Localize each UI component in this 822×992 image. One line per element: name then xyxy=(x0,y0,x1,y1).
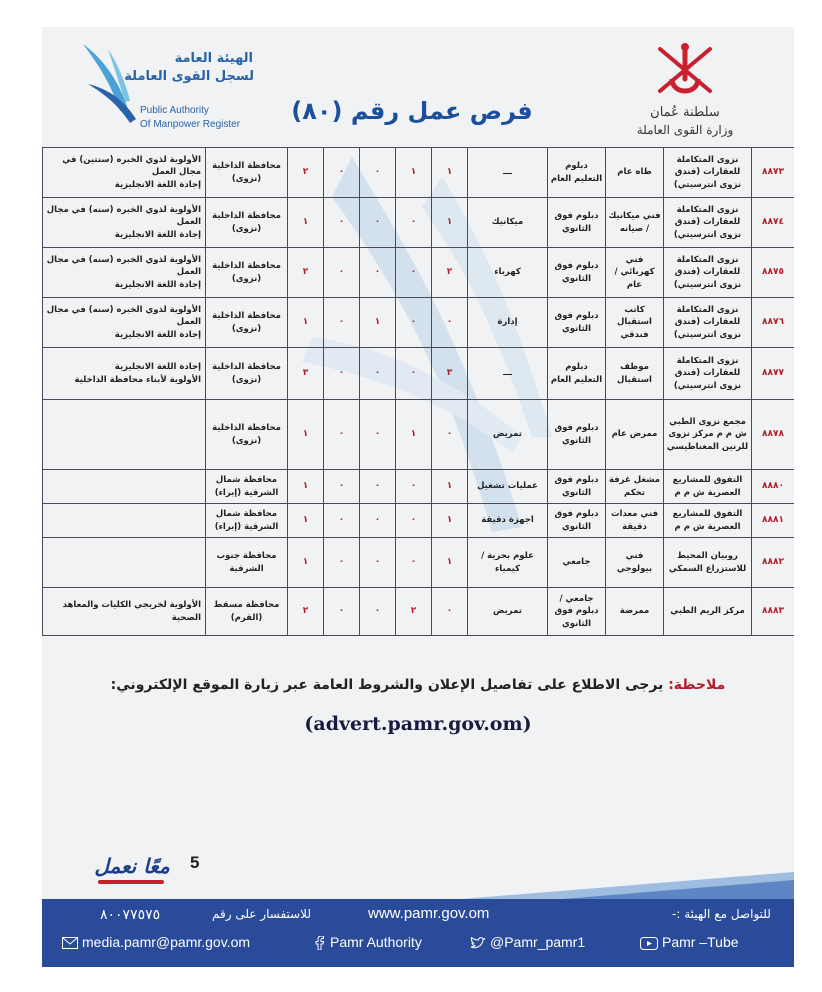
cell-job-title: ممرضة xyxy=(606,588,664,636)
cell-job-title: فني معدات دقيقة xyxy=(606,504,664,538)
cell-notes xyxy=(43,504,206,538)
cell-count-2: ٢ xyxy=(396,588,432,636)
cell-count-1: ٠ xyxy=(432,298,468,348)
cell-count-4: ٠ xyxy=(324,470,360,504)
cell-count-1: ٢ xyxy=(432,248,468,298)
cell-total: ٢ xyxy=(288,588,324,636)
authority-name-ar-line1: الهيئة العامة xyxy=(174,51,253,66)
cell-count-1: ١ xyxy=(432,470,468,504)
cell-notes: الأولوية لذوي الخبره (سنه) في مجال العمل إجادة اللغة الانجليزية xyxy=(43,198,206,248)
cell-specialization: كهرباء xyxy=(468,248,548,298)
table-row xyxy=(43,470,795,504)
authority-name-en-line2: Of Manpower Register xyxy=(140,119,241,130)
cell-count-3: ٠ xyxy=(360,248,396,298)
footer-website-link[interactable]: www.pamr.gov.om xyxy=(368,905,490,922)
cell-company: نزوى المتكاملة للعقارات (فندق نزوى انترسيتي) xyxy=(664,298,752,348)
page-number: 5 xyxy=(190,853,200,872)
cell-total: ١ xyxy=(288,504,324,538)
youtube-icon xyxy=(640,937,658,950)
cell-company: التفوق للمشاريع العصرية ش م م xyxy=(664,470,752,504)
cell-location: محافظة الداخلية (نزوى) xyxy=(206,248,288,298)
cell-total: ١ xyxy=(288,538,324,588)
cell-job-title: فني كهربائي / عام xyxy=(606,248,664,298)
footer-twitter[interactable] xyxy=(470,934,585,950)
cell-id: ٨٨٧٤ xyxy=(752,198,795,248)
pamr-logo xyxy=(78,39,268,139)
cell-qualification: دبلوم فوق الثانوي xyxy=(548,504,606,538)
cell-count-2: ١ xyxy=(396,400,432,470)
cell-id: ٨٨٧٦ xyxy=(752,298,795,348)
cell-company: نزوى المتكاملة للعقارات (فندق نزوى انترسيتي) xyxy=(664,248,752,298)
cell-id: ٨٨٨٣ xyxy=(752,588,795,636)
cell-count-4: ٠ xyxy=(324,348,360,400)
footer-inquiry-label: للاستفسار على رقم xyxy=(212,907,311,921)
cell-total: ١ xyxy=(288,198,324,248)
cell-notes: الأولوية لذوي الخبره (سنه) في مجال العمل إجادة اللغة الانجليزية xyxy=(43,248,206,298)
cell-job-title: مشغل غرفة تحكم xyxy=(606,470,664,504)
footer-twitter-text: @Pamr_pamr1 xyxy=(490,934,586,950)
job-listings-table xyxy=(42,147,794,636)
cell-qualification: دبلوم فوق الثانوي xyxy=(548,298,606,348)
cell-notes xyxy=(43,470,206,504)
cell-specialization: ـــ xyxy=(468,148,548,198)
cell-job-title: فني بيولوجي xyxy=(606,538,664,588)
cell-location: محافظة الداخلية (نزوى) xyxy=(206,148,288,198)
footer-row-2 xyxy=(42,929,794,957)
cell-count-4: ٠ xyxy=(324,588,360,636)
cell-notes: الأولوية لذوي الخبره (سنتين) في مجال العمل إجادة اللغة الانجليزية xyxy=(43,148,206,198)
cell-job-title: كاتب استقبال فندقي xyxy=(606,298,664,348)
cell-company: نزوى المتكاملة للعقارات (فندق نزوى انترسيتي) xyxy=(664,348,752,400)
footer-phone-number[interactable]: ٨٠٠٧٧٥٧٥ xyxy=(100,906,161,922)
ministry-logo xyxy=(630,39,750,139)
cell-count-3: ٠ xyxy=(360,588,396,636)
cell-total: ١ xyxy=(288,400,324,470)
cell-count-2: ٠ xyxy=(396,538,432,588)
cell-count-3: ٠ xyxy=(360,504,396,538)
cell-location: محافظة مسقط (القرم) xyxy=(206,588,288,636)
footer-facebook[interactable] xyxy=(314,934,422,950)
cell-count-1: ١ xyxy=(432,148,468,198)
cell-count-2: ٠ xyxy=(396,348,432,400)
table-row xyxy=(43,148,795,198)
notice-body: يرجى الاطلاع على تفاصيل الإعلان والشروط العامة عبر زيارة الموقع الإلكتروني: xyxy=(110,677,669,693)
cell-count-4: ٠ xyxy=(324,504,360,538)
cell-count-4: ٠ xyxy=(324,198,360,248)
table-row xyxy=(43,588,795,636)
cell-id: ٨٨٨٢ xyxy=(752,538,795,588)
cell-count-4: ٠ xyxy=(324,248,360,298)
cell-count-3: ٠ xyxy=(360,348,396,400)
table-row xyxy=(43,198,795,248)
cell-job-title: طاه عام xyxy=(606,148,664,198)
cell-qualification: دبلوم التعليم العام xyxy=(548,348,606,400)
cell-count-3: ٠ xyxy=(360,538,396,588)
cell-count-1: ١ xyxy=(432,538,468,588)
cell-id: ٨٨٨١ xyxy=(752,504,795,538)
pamr-emblem-icon xyxy=(78,39,148,139)
cell-company: التفوق للمشاريع العصرية ش م م xyxy=(664,504,752,538)
page-title: فرص عمل رقم (٨٠) xyxy=(291,97,533,125)
cell-total: ٢ xyxy=(288,248,324,298)
cell-company: روبيان المحيط للاستزراع السمكي xyxy=(664,538,752,588)
cell-count-4: ٠ xyxy=(324,298,360,348)
cell-location: محافظة شمال الشرقية (إبراء) xyxy=(206,470,288,504)
cell-company: نزوى المتكاملة للعقارات (فندق نزوى انترسيتي) xyxy=(664,198,752,248)
authority-name-en-line1: Public Authority xyxy=(140,105,209,116)
cell-company: مجمع نزوى الطبي ش م م مركز نزوى للرنين المغناطيسي xyxy=(664,400,752,470)
cell-notes: الأولوية لذوي الخبره (سنه) في مجال العمل إجادة اللغة الانجليزية xyxy=(43,298,206,348)
authority-name-ar-line2: لسجل القوى العاملة xyxy=(124,69,254,84)
cell-specialization: عمليات تشغيل xyxy=(468,470,548,504)
cell-location: محافظة الداخلية (نزوى) xyxy=(206,198,288,248)
ministry-name-ar-line1: سلطنة عُمان xyxy=(650,105,720,120)
cell-specialization: ـــ xyxy=(468,348,548,400)
cell-count-2: ٠ xyxy=(396,504,432,538)
cell-count-1: ٠ xyxy=(432,588,468,636)
cell-notes xyxy=(43,538,206,588)
table-row xyxy=(43,538,795,588)
cell-count-2: ٠ xyxy=(396,298,432,348)
cell-specialization: اجهزة دقيقة xyxy=(468,504,548,538)
cell-total: ١ xyxy=(288,298,324,348)
cell-qualification: دبلوم التعليم العام xyxy=(548,148,606,198)
cell-specialization: علوم بحرية / كيمياء xyxy=(468,538,548,588)
cell-count-1: ١ xyxy=(432,504,468,538)
table-row xyxy=(43,504,795,538)
cell-count-3: ٠ xyxy=(360,400,396,470)
cell-count-1: ١ xyxy=(432,198,468,248)
cell-specialization: ميكانيك xyxy=(468,198,548,248)
cell-job-title: موظف استقبال xyxy=(606,348,664,400)
ministry-name-ar-line2: وزارة القوى العاملة xyxy=(636,123,734,137)
cell-company: نزوى المتكاملة للعقارات (فندق نزوى انترسيتي) xyxy=(664,148,752,198)
cell-location: محافظة شمال الشرقية (إبراء) xyxy=(206,504,288,538)
cell-total: ٣ xyxy=(288,348,324,400)
cell-count-2: ١ xyxy=(396,148,432,198)
cell-job-title: ممرض عام xyxy=(606,400,664,470)
cell-location: محافظة الداخلية (نزوى) xyxy=(206,298,288,348)
table-row xyxy=(43,348,795,400)
cell-id: ٨٨٧٨ xyxy=(752,400,795,470)
cell-specialization: إدارة xyxy=(468,298,548,348)
footer-email-text: media.pamr@pamr.gov.om xyxy=(82,934,251,950)
cell-id: ٨٨٧٥ xyxy=(752,248,795,298)
table-row xyxy=(43,400,795,470)
footer-contact-label: للتواصل مع الهيئة :- xyxy=(672,907,771,921)
cell-count-3: ١ xyxy=(360,298,396,348)
cell-job-title: فني ميكانيك / صيانه xyxy=(606,198,664,248)
cell-location: محافظة جنوب الشرقية xyxy=(206,538,288,588)
notice-label: ملاحظة: xyxy=(668,677,726,693)
advert-website-link[interactable]: (advert.pamr.gov.om) xyxy=(304,713,532,735)
cell-id: ٨٨٨٠ xyxy=(752,470,795,504)
page-header xyxy=(42,27,794,147)
job-listings-page xyxy=(42,27,794,967)
cell-qualification: دبلوم فوق الثانوي xyxy=(548,470,606,504)
footer-youtube[interactable] xyxy=(640,934,739,950)
cell-specialization: تمريض xyxy=(468,588,548,636)
cell-count-2: ٠ xyxy=(396,198,432,248)
cell-qualification: جامعي / دبلوم فوق الثانوي xyxy=(548,588,606,636)
email-icon xyxy=(62,937,78,949)
table-row xyxy=(43,298,795,348)
cell-count-3: ٠ xyxy=(360,148,396,198)
badge-text: معًا نعمل xyxy=(94,854,170,878)
oman-emblem-icon xyxy=(652,39,718,101)
cell-count-4: ٠ xyxy=(324,538,360,588)
cell-count-3: ٠ xyxy=(360,198,396,248)
cell-location: محافظة الداخلية (نزوى) xyxy=(206,400,288,470)
footer-facebook-text: Pamr Authority xyxy=(330,934,422,950)
cell-qualification: جامعي xyxy=(548,538,606,588)
twitter-icon xyxy=(470,937,486,950)
cell-qualification: دبلوم فوق الثانوي xyxy=(548,400,606,470)
cell-count-2: ٠ xyxy=(396,248,432,298)
cell-total: ١ xyxy=(288,470,324,504)
cell-count-1: ٠ xyxy=(432,400,468,470)
cell-qualification: دبلوم فوق الثانوي xyxy=(548,198,606,248)
cell-specialization: تمريض xyxy=(468,400,548,470)
facebook-icon xyxy=(314,936,326,950)
cell-count-3: ٠ xyxy=(360,470,396,504)
footer-email[interactable] xyxy=(62,934,250,950)
cell-qualification: دبلوم فوق الثانوي xyxy=(548,248,606,298)
cell-count-4: ٠ xyxy=(324,148,360,198)
cell-notes: الأولوية لخريجي الكليات والمعاهد الصحية xyxy=(43,588,206,636)
cell-notes xyxy=(43,400,206,470)
footer-youtube-text: Pamr –Tube xyxy=(662,934,739,950)
cell-id: ٨٨٧٣ xyxy=(752,148,795,198)
cell-count-4: ٠ xyxy=(324,400,360,470)
footer-row-1 xyxy=(42,901,794,929)
cell-location: محافظة الداخلية (نزوى) xyxy=(206,348,288,400)
cell-count-2: ٠ xyxy=(396,470,432,504)
table-row xyxy=(43,248,795,298)
cell-company: مركز الريم الطبي xyxy=(664,588,752,636)
cell-id: ٨٨٧٧ xyxy=(752,348,795,400)
cell-total: ٢ xyxy=(288,148,324,198)
cell-count-1: ٣ xyxy=(432,348,468,400)
notice-text xyxy=(42,677,794,693)
cell-notes: إجادة اللغة الانجليزية الأولوية لأبناء محافظة الداخلية xyxy=(43,348,206,400)
